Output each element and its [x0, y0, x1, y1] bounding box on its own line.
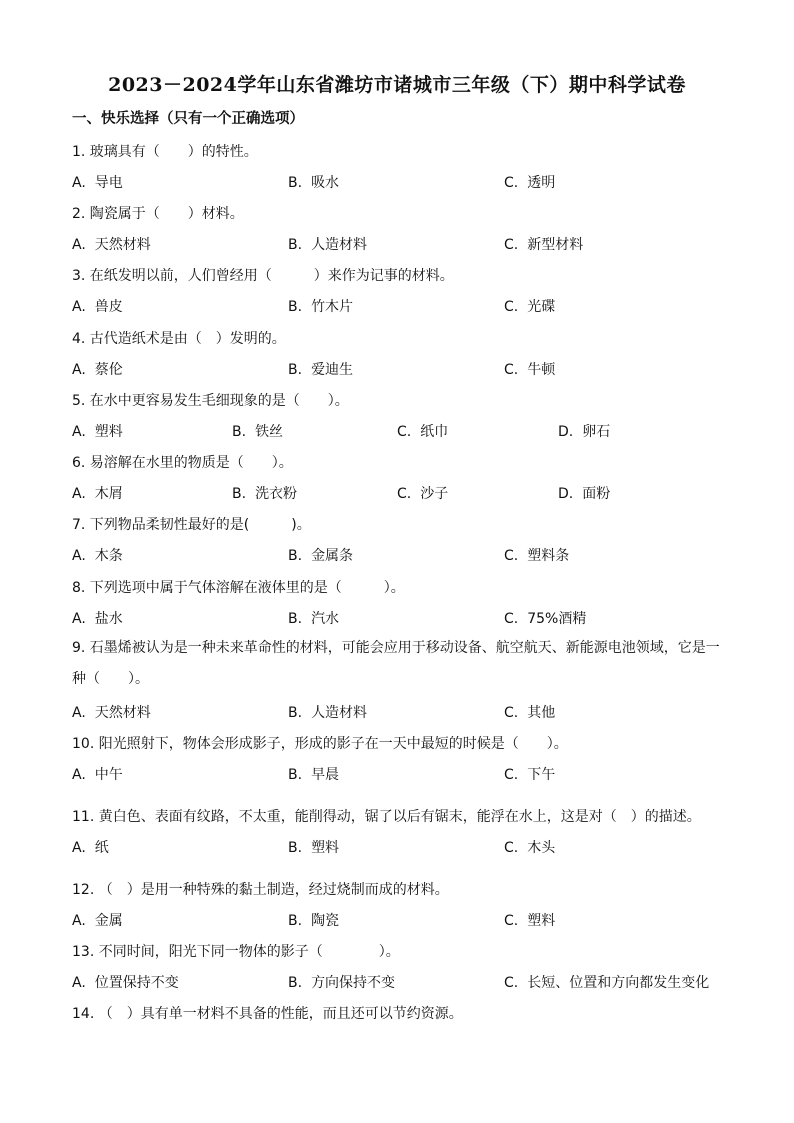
option-key: C.: [504, 840, 519, 856]
option-key: C.: [397, 486, 412, 502]
question-10-option-b: [288, 764, 339, 784]
option-text: 盐水: [94, 611, 123, 627]
option-key: B.: [232, 424, 247, 440]
option-key: C.: [504, 548, 519, 564]
option-text: 新型材料: [527, 237, 584, 253]
question-4: 4. 古代造纸术是由（ ）发明的。: [72, 331, 286, 347]
option-key: A.: [72, 611, 86, 627]
option-text: 铁丝: [255, 424, 284, 440]
option-text: 中午: [94, 767, 123, 783]
question-11: 11. 黄白色、表面有纹路，不太重，能削得动，锯了以后有锯末，能浮在水上，这是对（ ）的描述。: [72, 809, 701, 825]
question-12-option-c: [504, 910, 555, 930]
question-11-option-c: [504, 837, 555, 857]
question-8-option-a: [72, 608, 123, 628]
option-key: A.: [72, 913, 86, 929]
option-key: B.: [288, 705, 303, 721]
option-key: B.: [288, 548, 303, 564]
option-text: 塑料: [311, 840, 340, 856]
question-1-option-c: [504, 172, 555, 192]
question-2: 2. 陶瓷属于（ ）材料。: [72, 206, 244, 222]
question-5-option-d: [558, 421, 610, 441]
question-2-option-c: [504, 234, 583, 254]
question-7-option-c: [504, 545, 569, 565]
option-text: 光碟: [527, 299, 556, 315]
option-text: 导电: [94, 175, 123, 191]
option-key: B.: [288, 362, 303, 378]
question-8-option-b: [288, 608, 339, 628]
question-10: 10. 阳光照射下，物体会形成影子，形成的影子在一天中最短的时候是（ ）。: [72, 736, 568, 752]
option-key: C.: [504, 237, 519, 253]
question-6: 6. 易溶解在水里的物质是（ ）。: [72, 455, 293, 471]
option-key: B.: [288, 913, 303, 929]
question-5-option-a: [72, 421, 123, 441]
question-9-option-b: [288, 702, 367, 722]
option-key: A.: [72, 237, 86, 253]
option-text: 爱迪生: [311, 362, 354, 378]
question-6-option-d: [558, 483, 610, 503]
question-4-option-c: [504, 359, 555, 379]
question-12: 12. （ ）是用一种特殊的黏土制造，经过烧制而成的材料。: [72, 882, 449, 898]
option-key: B.: [288, 840, 303, 856]
option-text: 75%酒精: [527, 611, 587, 627]
question-3: 3. 在纸发明以前，人们曾经用（ ）来作为记事的材料。: [72, 268, 454, 284]
option-key: B.: [288, 611, 303, 627]
option-text: 吸水: [311, 175, 340, 191]
question-7-option-b: [288, 545, 353, 565]
option-text: 方向保持不变: [311, 975, 396, 991]
option-text: 木头: [527, 840, 556, 856]
question-6-option-a: [72, 483, 123, 503]
question-13-option-b: [288, 972, 395, 992]
option-text: 天然材料: [94, 237, 151, 253]
option-text: 其他: [527, 705, 556, 721]
question-10-option-c: [504, 764, 555, 784]
option-key: C.: [504, 975, 519, 991]
option-text: 牛顿: [527, 362, 556, 378]
question-5-option-c: [397, 421, 448, 441]
question-7-option-a: [72, 545, 123, 565]
option-text: 纸: [94, 840, 109, 856]
question-5-option-b: [232, 421, 283, 441]
option-key: C.: [504, 175, 519, 191]
question-3-option-b: [288, 296, 353, 316]
question-13-option-a: [72, 972, 179, 992]
option-key: B.: [288, 975, 303, 991]
question-1-option-a: [72, 172, 123, 192]
option-text: 竹木片: [311, 299, 354, 315]
option-key: D.: [558, 486, 574, 502]
question-9-option-a: [72, 702, 151, 722]
question-1-option-b: [288, 172, 339, 192]
question-11-option-a: [72, 837, 109, 857]
option-key: C.: [504, 913, 519, 929]
option-key: C.: [504, 299, 519, 315]
question-12-option-b: [288, 910, 339, 930]
question-6-option-b: [232, 483, 297, 503]
option-text: 金属: [94, 913, 123, 929]
option-text: 陶瓷: [311, 913, 340, 929]
question-2-option-a: [72, 234, 151, 254]
option-text: 兽皮: [94, 299, 123, 315]
option-text: 早晨: [311, 767, 340, 783]
option-text: 塑料: [527, 913, 556, 929]
option-text: 金属条: [311, 548, 354, 564]
option-key: B.: [288, 767, 303, 783]
option-text: 洗衣粉: [255, 486, 298, 502]
option-key: B.: [288, 237, 303, 253]
option-key: A.: [72, 840, 86, 856]
question-8-option-c: [504, 608, 586, 628]
option-key: B.: [232, 486, 247, 502]
option-key: B.: [288, 299, 303, 315]
option-key: C.: [504, 705, 519, 721]
option-key: A.: [72, 486, 86, 502]
option-key: A.: [72, 299, 86, 315]
option-text: 天然材料: [94, 705, 151, 721]
question-9-option-c: [504, 702, 555, 722]
option-key: C.: [397, 424, 412, 440]
option-key: A.: [72, 767, 86, 783]
question-13: 13. 不同时间，阳光下同一物体的影子（ ）。: [72, 944, 400, 960]
question-7: 7. 下列物品柔韧性最好的是( )。: [72, 517, 311, 533]
option-key: C.: [504, 767, 519, 783]
option-text: 透明: [527, 175, 556, 191]
option-key: A.: [72, 175, 86, 191]
option-text: 沙子: [420, 486, 449, 502]
option-text: 卵石: [582, 424, 611, 440]
question-4-option-a: [72, 359, 123, 379]
option-text: 人造材料: [311, 237, 368, 253]
option-text: 下午: [527, 767, 556, 783]
option-key: B.: [288, 175, 303, 191]
question-8: 8. 下列选项中属于气体溶解在液体里的是（ ）。: [72, 580, 405, 596]
question-6-option-c: [397, 483, 448, 503]
option-text: 塑料: [94, 424, 123, 440]
option-text: 塑料条: [527, 548, 570, 564]
option-key: A.: [72, 362, 86, 378]
option-text: 长短、位置和方向都发生变化: [527, 975, 710, 991]
option-text: 面粉: [582, 486, 611, 502]
option-text: 木条: [94, 548, 123, 564]
option-text: 蔡伦: [94, 362, 123, 378]
question-3-option-c: [504, 296, 555, 316]
option-text: 纸巾: [420, 424, 449, 440]
option-key: A.: [72, 548, 86, 564]
option-key: A.: [72, 424, 86, 440]
question-12-option-a: [72, 910, 123, 930]
question-11-option-b: [288, 837, 339, 857]
option-key: C.: [504, 611, 519, 627]
section-heading: 一、快乐选择（只有一个正确选项）: [72, 111, 304, 127]
question-10-option-a: [72, 764, 123, 784]
option-key: A.: [72, 975, 86, 991]
option-key: A.: [72, 705, 86, 721]
option-text: 汽水: [311, 611, 340, 627]
question-4-option-b: [288, 359, 353, 379]
question-14: 14. （ ）具有单一材料不具备的性能，而且还可以节约资源。: [72, 1006, 463, 1022]
option-text: 位置保持不变: [94, 975, 179, 991]
question-9: 9. 石墨烯被认为是一种未来革命性的材料，可能会应用于移动设备、航空航天、新能源电池领域，它是一种（ ）。: [72, 640, 720, 687]
question-13-option-c: [504, 972, 709, 992]
question-3-option-a: [72, 296, 123, 316]
question-1: 1. 玻璃具有（ ）的特性。: [72, 144, 258, 160]
option-text: 木屑: [94, 486, 123, 502]
option-key: D.: [558, 424, 574, 440]
option-text: 人造材料: [311, 705, 368, 721]
question-2-option-b: [288, 234, 367, 254]
option-key: C.: [504, 362, 519, 378]
page-title: 2023－2024学年山东省潍坊市诸城市三年级（下）期中科学试卷: [108, 74, 686, 96]
question-5: 5. 在水中更容易发生毛细现象的是（ ）。: [72, 393, 349, 409]
